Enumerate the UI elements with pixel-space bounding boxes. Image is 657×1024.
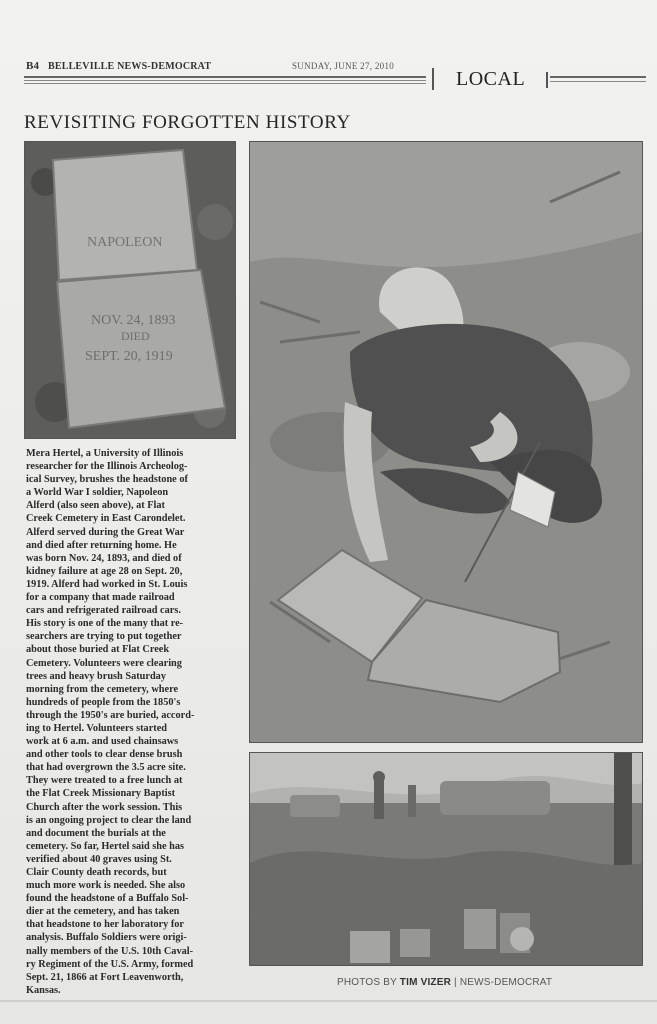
caption-line: for a company that made railroad (26, 592, 175, 604)
caption-line: ical Survey, brushes the headstone of (26, 474, 188, 486)
caption-line: work at 6 a.m. and used chainsaws (26, 736, 179, 748)
caption-line: hundreds of people from the 1850's (26, 696, 181, 708)
section-divider-left (432, 68, 434, 90)
credit-separator: | (454, 977, 457, 988)
caption-line: 1919. Alferd had worked in St. Louis (26, 578, 188, 590)
headstone-line-4: SEPT. 20, 1919 (85, 349, 173, 364)
masthead-rule-right (550, 76, 646, 86)
caption-line: about those buried at Flat Creek (26, 644, 170, 656)
caption-line: Clair County death records, but (26, 867, 167, 878)
masthead-rule-left (24, 76, 426, 86)
caption-line: found the headstone of a Buffalo Sol- (26, 893, 189, 905)
caption-line: cars and refrigerated railroad cars. (26, 605, 181, 617)
caption-line: Cemetery. Volunteers were clearing (26, 657, 182, 669)
headstone-line-1: NAPOLEON (87, 235, 163, 250)
caption-line: ry Regiment of the U.S. Army, formed (26, 958, 194, 970)
volunteers-photo (249, 752, 643, 966)
caption-line: Sept. 21, 1866 at Fort Leavenworth, (26, 971, 184, 983)
caption-line: trees and heavy brush Saturday (26, 670, 166, 682)
caption-line: His story is one of the many that re- (26, 618, 184, 630)
caption-line: and other tools to clear dense brush (26, 749, 183, 761)
researcher-photo (249, 141, 643, 743)
photo-caption (26, 447, 238, 997)
caption-line: that had overgrown the 3.5 acre site. (26, 762, 186, 774)
caption-line: a World War I soldier, Napoleon (26, 487, 169, 499)
headstone-photo (24, 141, 236, 439)
caption-line: Church after the work session. This (26, 801, 183, 813)
caption-line: nally members of the U.S. 10th Caval- (26, 945, 194, 957)
headstone-line-3: DIED (121, 329, 150, 343)
caption-line: kidney failure at age 28 on Sept. 20, (26, 565, 183, 577)
caption-line: and died after returning home. He (26, 539, 177, 551)
caption-line: Creek Cemetery in East Carondelet. (26, 513, 186, 525)
paper-name: BELLEVILLE NEWS-DEMOCRAT (47, 61, 212, 72)
caption-line: much more work is needed. She also (26, 880, 186, 892)
caption-line: was born Nov. 24, 1893, and died of (26, 552, 182, 564)
caption-line: through the 1950's are buried, accord- (26, 709, 195, 721)
caption-line: Mera Hertel, a University of Illinois (26, 448, 184, 459)
caption-line: analysis. Buffalo Soldiers were origi- (26, 932, 187, 944)
caption-line: morning from the cemetery, where (26, 683, 179, 695)
caption-line: the Flat Creek Missionary Baptist (26, 788, 176, 800)
credit-outlet: NEWS-DEMOCRAT (459, 977, 553, 988)
caption-line: Alferd (also seen above), at Flat (26, 500, 165, 512)
caption-line: Kansas. (26, 984, 61, 996)
page-fold-line (0, 1000, 657, 1002)
caption-line: is an ongoing project to clear the land (26, 814, 192, 826)
caption-line: ing to Hertel. Volunteers started (26, 722, 167, 734)
caption-line: searchers are trying to put together (26, 631, 182, 643)
headstone-line-2: NOV. 24, 1893 (91, 313, 176, 328)
caption-line: They were treated to a free lunch at (26, 775, 183, 787)
caption-line: researcher for the Illinois Archeolog- (26, 461, 188, 473)
section-divider-right (546, 72, 548, 88)
caption-line: that headstone to her laboratory for (26, 919, 184, 931)
issue-date: SUNDAY, JUNE 27, 2010 (292, 61, 395, 71)
caption-line: Alferd served during the Great War (26, 526, 185, 538)
page-number: B4 (26, 60, 40, 72)
photo-credit (337, 977, 552, 988)
folio (26, 60, 211, 72)
caption-line: dier at the cemetery, and has taken (26, 906, 180, 918)
section-name: LOCAL (456, 68, 526, 90)
page-headline: REVISITING FORGOTTEN HISTORY (24, 112, 351, 133)
photographer-name: TIM VIZER (399, 977, 452, 988)
caption-line: verified about 40 graves using St. (26, 853, 172, 865)
caption-line: and document the burials at the (26, 827, 166, 839)
caption-line: cemetery. So far, Hertel said she has (26, 840, 185, 852)
credit-prefix: PHOTOS BY (337, 977, 397, 988)
